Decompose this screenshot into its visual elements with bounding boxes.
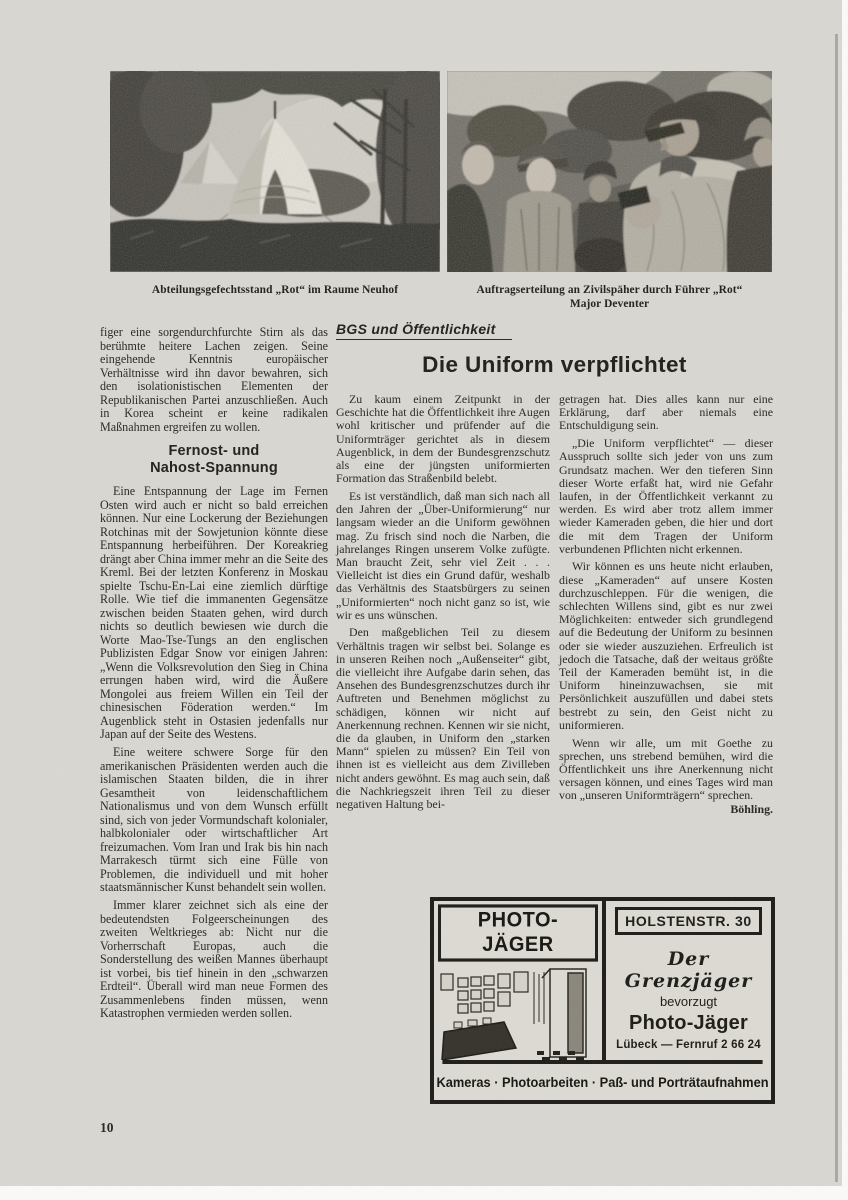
advert-tagline-script: Der Grenzjäger [624, 948, 753, 992]
page-number: 10 [100, 1120, 114, 1135]
paragraph: Es ist verständlich, daß man sich nach all den Jahren der „Über-Uniformierung“ nur langsam wieder an die Uniform gewöhnen mag. Zu frisch sind noch die Narben, die jahrelanges Ringen unserem Volke zufügte. Man braucht Zeit, sehr viel Zeit . . . Vielleicht ist dies ein Grund dafür, weshalb das Verhältnis des Staatsbürgers zu seinen „Uniformierten“ noch nicht ganz so ist, wie wir es uns wünschen. [336, 488, 550, 622]
section-heading-fernost [100, 443, 328, 477]
heading-line-1: Fernost- und [168, 443, 260, 459]
paragraph-continuation: figer eine sorgendurchfurchte Stirn als das berühmte heitere Lachen zeigen. Seine eingehende Kenntnis europäischer Verhältnisse wird ihn davor bewahren, sich den isolationistischen Elementen der Republikanischen Partei anzuschließen. Auch in Korea scheint er keine radikalen Maßnahmen ergreifen zu wollen. [100, 325, 328, 434]
storefront-illustration [438, 964, 592, 1060]
article-title: Die Uniform verpflichtet [422, 352, 687, 377]
advert-city-phone: Lübeck — Fernruf 2 66 24 [616, 1039, 761, 1051]
photo-caption-left: Abteilungsgefechtsstand „Rot“ im Raume Neuhof [151, 284, 399, 296]
photo-briefing-group [447, 71, 772, 272]
advert-shop-sign: PHOTO-JÄGER [438, 904, 598, 961]
advert-text-panel [606, 901, 771, 1060]
article-column-1 [336, 393, 550, 816]
article-columns [336, 393, 773, 816]
left-column [100, 326, 328, 1025]
paragraph: Eine Entspannung der Lage im Fernen Osten wird auch er nicht so bald erreichen können. Nur eine Lockerung der Beziehungen Rotchinas mit der Sowjetunion könnte diese Entspannung herbeiführen. Der Koreakrieg drängt aber China immer mehr an die Seite des Kreml. Bei der letzten Konferenz in Moskau spielte Tschu-En-Lai eine ziemlich dürftige Rolle. Wie tief die immanenten Gegensätze zwischen beiden Staaten gehen, wird durch nichts so deutlich bewiesen wie durch die Worte Mao-Tse-Tungs an den englischen Publizisten Edgar Snow vor einigen Jahren: „Wenn die Volksrevolution den Sieg in China errungen haben wird, wird die Äußere Mongolei aus freiem Willen ein Teil der chinesischen Föderation werden.“ Im Augenblick steht in Ostasien jedenfalls nur Japan auf der Seite des Westens. [100, 484, 328, 741]
byline: Böhling. [730, 801, 773, 816]
advert-photo-jaeger [430, 897, 775, 1104]
advert-tagline-sub: bevorzugt [659, 994, 718, 1009]
advert-storefront-panel [434, 901, 606, 1060]
paragraph: Immer klarer zeichnet sich als eine der bedeutendsten Folgeerscheinungen des zweiten Weltkrieges ab: Nicht nur die Vorherrschaft Europas, auch die Sonderstellung des weißen Mannes überhaupt ist vorbei, bis tief hinein in den „schwarzen Erdteil“. Überall wird man neue Formen des Zusammenlebens finden müssen, wenn Katastrophen vermieden werden sollen. [100, 898, 328, 1020]
scan-edge-line [835, 34, 838, 1182]
paragraph-text: Wenn wir alle, um mit Goethe zu sprechen, uns strebend bemühen, wird die Öffentlichkeit uns ihre Anerkennung nicht versagen können, und eines Tages wird man von „unseren Uniformträgern“ sprechen. [559, 735, 773, 803]
paragraph: Eine weitere schwere Sorge für den amerikanischen Präsidenten werden auch die islamischen Staaten bilden, die in ihrer Gesamtheit von leidenschaftlichem Nationalismus und von dem Wunsch erfüllt sind, sich von jeder Vormundschaft kolonialer, halbkolonialer oder wirtschaftlicher Art freizumachen. Vom Iran und Irak bis hin nach Marrakesch türmt sich eine Fülle von Problemen, die individuell und mit hoher staatsmännischer Kunst behandelt sein wollen. [100, 745, 328, 894]
advert-services-line: Kameras · Photoarbeiten · Paß- und Porträtaufnahmen [442, 1060, 762, 1100]
paragraph: Den maßgeblichen Teil zu diesem Verhältnis tragen wir selbst bei. Solange es in unseren Reihen noch „Außenseiter“ gibt, die vielleicht ihre Aufgabe darin sehen, das Ansehen des Bundesgrenzschutzes durch ihr Auftreten und Benehmen möglichst zu schädigen, können wir nicht auf Anerkennung rechnen. Kennen wir sie nicht, die da glauben, in Uniform den „starken Mann“ spielen zu müssen? Ein Teil von ihnen ist es vielleicht aus dem Zivilleben nicht anders gewöhnt. Es mag auch sein, daß die Nachkriegszeit ihren Teil zu dieser negativen Haltung bei- [336, 625, 550, 812]
article-kicker: BGS und Öffentlichkeit [336, 321, 512, 340]
heading-line-2: Nahost-Spannung [150, 460, 278, 476]
article-column-2 [559, 393, 773, 816]
paragraph: „Die Uniform verpflichtet“ — dieser Ausspruch sollte sich jeder von uns zum Grundsatz machen. Wer den tieferen Sinn dieser Worte erfaßt hat, wird nie Gefahr laufen, in der Öffentlichkeit verkannt zu werden. Es wird aber trotz allem immer wieder Kameraden geben, die hier und dort die mit dem Tragen der Uniform verbundenen Pflichten nicht erkennen. [559, 436, 773, 556]
paragraph: Wir können es uns heute nicht erlauben, diese „Kameraden“ auf unsere Kosten durchzuschleppen. Für die wenigen, die schlechten Willens sind, gibt es nur zwei Möglichkeiten: entweder sich grundlegend auf die Bedeutung der Uniform zu besinnen oder sie wieder auszuziehen. Erfreulich ist jedoch die Tatsache, daß der weitaus größte Teil der Kameraden bemüht ist, in die Uniform hineinzuwachsen, sie mit Persönlichkeit auszufüllen und dabei stets bestrebt zu sein, den Geist nicht zu uniformieren. [559, 559, 773, 732]
photo-caption-right [447, 284, 772, 311]
caption-line-1: Auftragserteilung an Zivilspäher durch Führer „Rot“ [476, 284, 743, 296]
photos-row [110, 71, 772, 272]
advert-brand: Photo-Jäger [629, 1012, 748, 1034]
photo-command-post-tent [110, 71, 440, 272]
advert-address: HOLSTENSTR. 30 [615, 907, 762, 935]
paragraph: Zu kaum einem Zeitpunkt in der Geschichte hat die Öffentlichkeit ihre Augen wohl kritischer und prüfender auf die Uniformträger gerichtet als in diesem Augenblick, in dem der Bundesgrenzschutz als eine der jüngsten uniformierten Formation das Straßenbild belebt. [336, 392, 550, 486]
article-uniform [336, 321, 773, 816]
paragraph-with-byline [559, 735, 773, 816]
paragraph-continuation: getragen hat. Dies alles kann nur eine Erklärung, darf aber niemals eine Entschuldigung sein. [559, 392, 773, 433]
caption-line-2: Major Deventer [569, 297, 650, 310]
